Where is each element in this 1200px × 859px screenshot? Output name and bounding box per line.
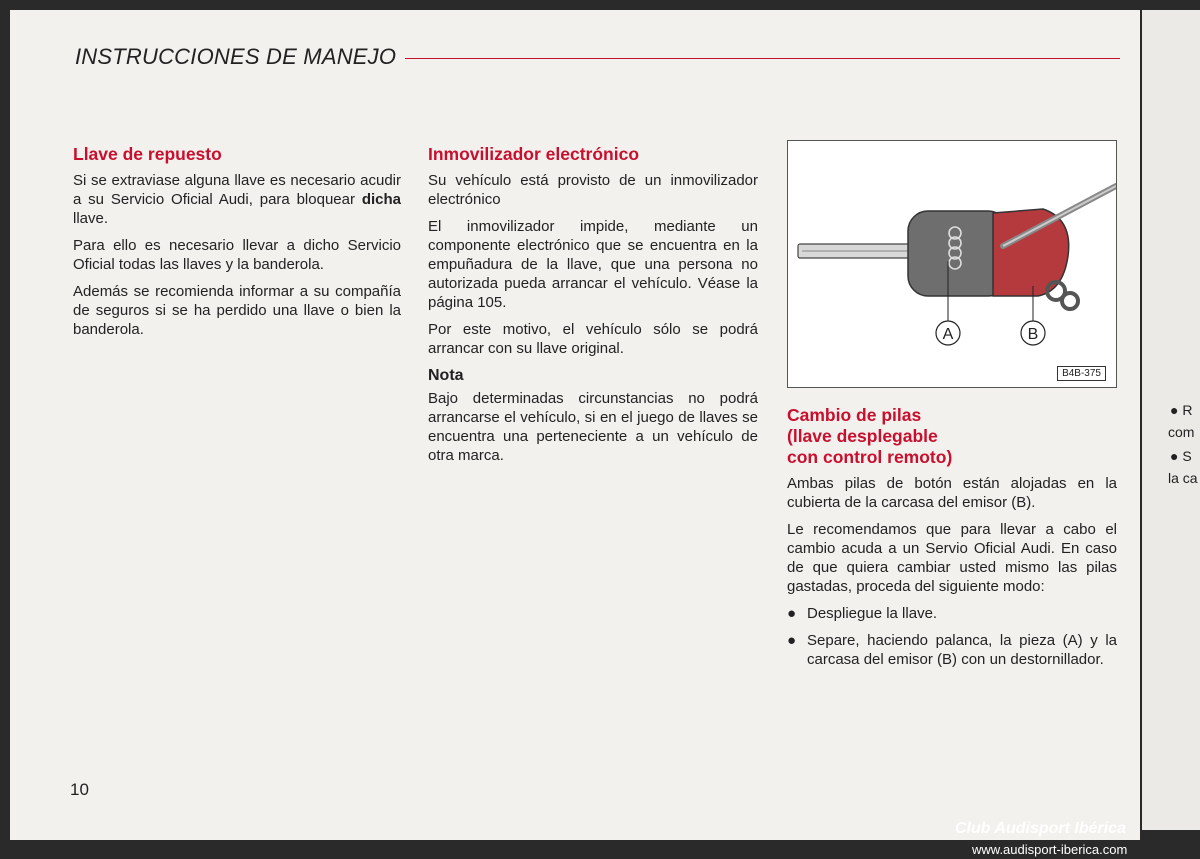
adjacent-text-4: la ca: [1168, 470, 1198, 486]
immobilizer-heading: Inmovilizador electrónico: [428, 144, 640, 164]
label-a: A: [942, 326, 954, 343]
battery-change-heading: Cambio de pilas (llave desplegable con control remoto): [787, 405, 953, 467]
note-paragraph: Bajo determinadas circunstancias no podrá arrancarse el vehículo, si en el juego de llaves se encuentra una perteneciente a un vehículo de otra marca.: [428, 390, 758, 464]
header-rule: [405, 58, 1120, 59]
spare-key-paragraph-1: Si se extraviase alguna llave es necesario acudir a su Servicio Oficial Audi, para bloquear dicha llave.: [73, 172, 401, 227]
watermark-url: www.audisport-iberica.com: [972, 842, 1128, 857]
adjacent-text-3: ● S: [1170, 448, 1192, 464]
adjacent-text-1: ● R: [1170, 402, 1193, 418]
immobilizer-paragraph-1: Su vehículo está provisto de un inmovilizador electrónico: [428, 172, 758, 208]
page-number: 10: [70, 780, 89, 799]
adjacent-text-2: com: [1168, 424, 1195, 440]
key-figure: [787, 140, 1117, 388]
bullet-icon: ●: [787, 605, 797, 622]
spare-key-paragraph-2: Para ello es necesario llevar a dicho Servicio Oficial todas las llaves y la banderola.: [73, 237, 401, 273]
immobilizer-paragraph-3: Por este motivo, el vehículo sólo se podrá arrancar con su llave original.: [428, 321, 758, 357]
page-header: INSTRUCCIONES DE MANEJO: [75, 44, 397, 69]
column-battery-change: [787, 405, 1117, 677]
label-b: B: [1027, 326, 1039, 343]
spare-key-paragraph-3: Además se recomienda informar a su compañía de seguros si se ha perdido una llave o bien la banderola.: [73, 283, 401, 338]
immobilizer-paragraph-2: El inmovilizador impide, mediante un componente electrónico que se encuentra en la empuñadura de la llave, que una persona no autorizada pueda arrancar el vehículo. Véase la página 105.: [428, 218, 758, 311]
note-heading: Nota: [428, 367, 464, 384]
figure-code: B4B-375: [1057, 366, 1106, 381]
battery-paragraph-2: Le recomendamos que para llevar a cabo el cambio acuda a un Servio Oficial Audi. En caso de que quiera cambiar usted mismo las pilas gastadas, proceda del siguiente modo:: [787, 521, 1117, 595]
watermark-brand: Club Audisport Ibérica: [955, 820, 1126, 837]
list-item: ● Despliegue la llave.: [787, 605, 938, 622]
bullet-icon: ●: [787, 632, 797, 649]
key-illustration: [788, 141, 1116, 387]
spare-key-heading: Llave de repuesto: [73, 144, 222, 164]
column-spare-key: [73, 144, 401, 347]
list-item: ● Separe, haciendo palanca, la pieza (A) y la carcasa del emisor (B) con un destornillador.: [787, 632, 1117, 668]
adjacent-page-strip: [1142, 10, 1200, 830]
column-immobilizer: [428, 144, 758, 473]
battery-paragraph-1: Ambas pilas de botón están alojadas en la cubierta de la carcasa del emisor (B).: [787, 475, 1117, 511]
